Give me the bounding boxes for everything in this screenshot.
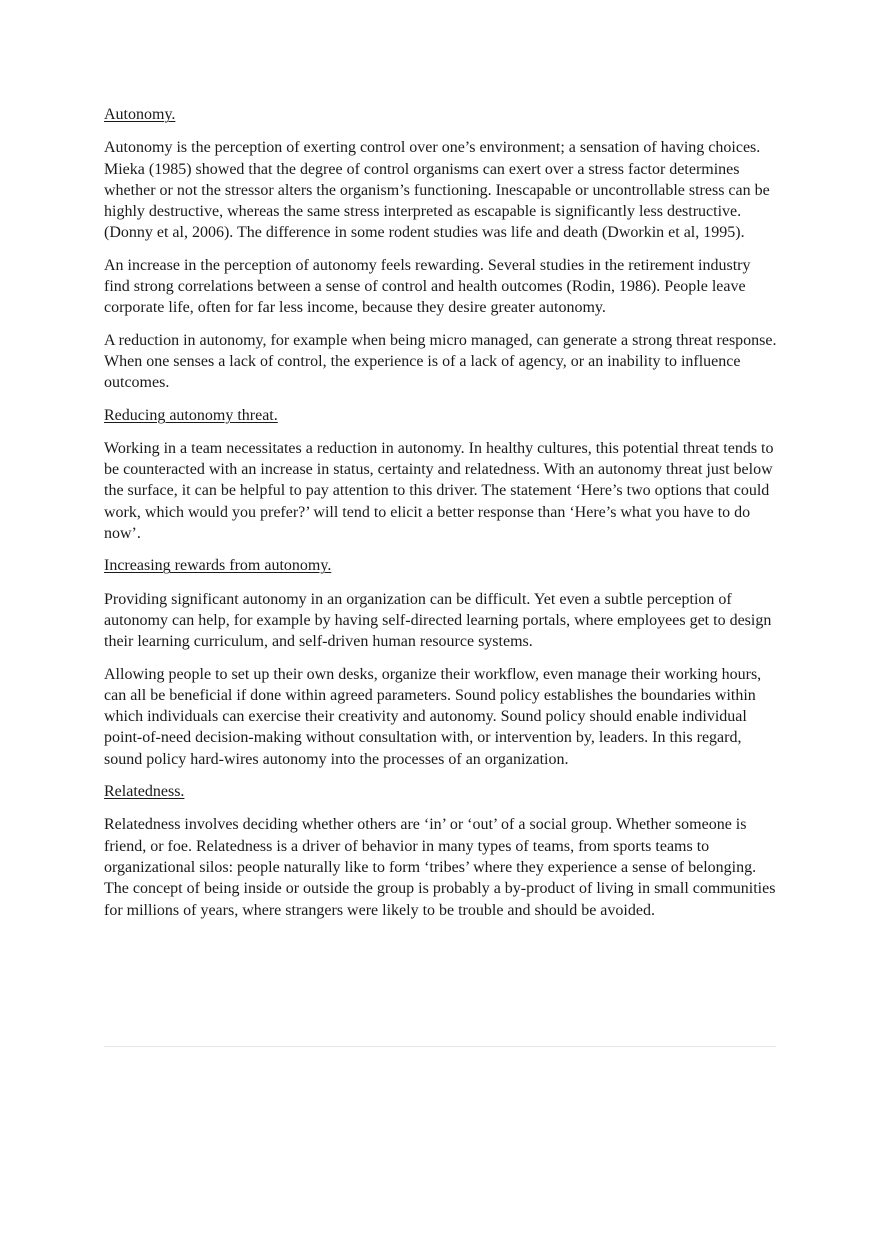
section-heading: Relatedness. [104, 783, 185, 801]
section-autonomy [104, 104, 780, 394]
paragraph: Allowing people to set up their own desks, organize their workflow, even manage their working hours, can all be beneficial if done within agreed parameters. Sound policy establishes the boundaries within which individuals can exercise their creativity and autonomy. Sound policy should enable individual point-of-need decision-making without consultation with, or intervention by, leaders. In this regard, sound policy hard-wires autonomy into the processes of an organization. [104, 665, 762, 768]
paragraph: Providing significant autonomy in an organization can be difficult. Yet even a subtle perception of autonomy can help, for example by having self-directed learning portals, where employees get to design their learning curriculum, and self-driven human resource systems. [104, 590, 772, 651]
section-heading: Autonomy. [104, 106, 176, 123]
paragraph: Relatedness involves deciding whether others are ‘in’ or ‘out’ of a social group. Whether someone is friend, or foe. Relatedness is a driver of behavior in many types of teams, from sports teams to organizational silos: people naturally like to form ‘tribes’ where they experience a sense of belonging. The concept of being inside or outside the group is probably a by-product of living in small communities for millions of years, where strangers were likely to be trouble and should be avoided. [104, 816, 776, 919]
section-relatedness [104, 781, 780, 921]
section-heading: Increasing rewards from autonomy. [104, 557, 332, 575]
section-heading: Reducing autonomy threat. [104, 406, 278, 424]
section-increasing-rewards-from-autonomy [104, 555, 780, 770]
footer-divider [104, 1046, 776, 1047]
paragraph: Autonomy is the perception of exerting control over one’s environment; a sensation of having choices. Mieka (1985) showed that the degree of control organisms can exert over a stress factor determines whether or not the stressor alters the organism’s functioning. Inescapable or uncontrollable stress can be highly destructive, whereas the same stress interpreted as escapable is significantly less destructive. (Donny et al, 2006). The difference in some rodent studies was life and death (Dworkin et al, 1995). [104, 139, 770, 242]
section-reducing-autonomy-threat [104, 405, 780, 545]
paragraph: Working in a team necessitates a reduction in autonomy. In healthy cultures, this potential threat tends to be counteracted with an increase in status, certainty and relatedness. With an autonomy threat just below the surface, it can be helpful to pay attention to this driver. The statement ‘Here’s two options that could work, which would you prefer?’ will tend to elicit a better response than ‘Here’s what you have to do now’. [104, 439, 774, 543]
paragraph: An increase in the perception of autonomy feels rewarding. Several studies in the retirement industry find strong correlations between a sense of control and health outcomes (Rodin, 1986). People leave corporate life, often for far less income, because they desire greater autonomy. [104, 256, 751, 317]
paragraph: A reduction in autonomy, for example when being micro managed, can generate a strong threat response. When one senses a lack of control, the experience is of a lack of agency, or an inability to influence outcomes. [104, 331, 777, 392]
document-page [104, 104, 780, 932]
